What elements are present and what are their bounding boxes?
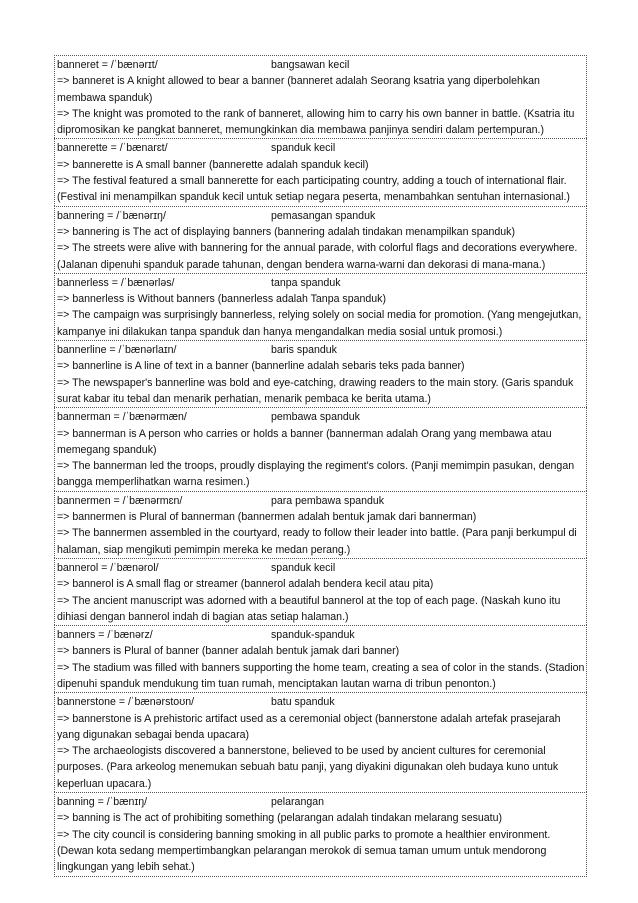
- vocabulary-entry: [54, 692, 587, 792]
- entry-translation: baris spanduk: [271, 344, 337, 357]
- vocabulary-entry: [54, 792, 587, 876]
- entry-example: => The ancient manuscript was adorned with a beautiful bannerol at the top of each page. (Naskah kuno itu dihiasi dengan bannerol indah di bagian atas setiap halaman.): [57, 594, 561, 623]
- vocabulary-entry: [54, 625, 587, 692]
- entry-example: => The bannermen assembled in the courtyard, ready to follow their leader into battle. (Para panji berkumpul di halaman, siap mengikuti pemimpin mereka ke medan perang.): [57, 527, 577, 556]
- entry-word-pronunciation: bannermen = /ˈbænərmɛn/: [57, 494, 183, 507]
- entry-word-pronunciation: bannerline = /ˈbænərlaɪn/: [57, 344, 177, 357]
- entry-word-pronunciation: banneret = /ˈbænərɪt/: [57, 59, 158, 71]
- entry-word-pronunciation: bannerless = /ˈbænərləs/: [57, 276, 175, 289]
- entry-header: [57, 409, 585, 425]
- entry-definition: => bannerstone is A prehistoric artifact used as a ceremonial object (bannerstone adalah artefak prasejarah yang digunakan sebagai benda upacara): [57, 712, 561, 741]
- entry-example: => The campaign was surprisingly bannerless, relying solely on social media for promotion. (Yang mengejutkan, kampanye ini dilakukan tanpa spanduk dan hanya mengandalkan media sosial untuk promosi.): [57, 309, 582, 338]
- entry-definition: => bannering is The act of displaying banners (bannering adalah tindakan menampilkan spanduk): [57, 225, 515, 238]
- entry-translation: spanduk kecil: [271, 561, 336, 574]
- entry-translation: pemasangan spanduk: [271, 209, 376, 222]
- entry-word-pronunciation: banners = /ˈbænərz/: [57, 629, 153, 642]
- entry-word-pronunciation: bannerol = /ˈbænərol/: [57, 561, 159, 574]
- vocabulary-entry: [54, 558, 587, 625]
- vocabulary-entry: [54, 55, 587, 138]
- vocabulary-entry: [54, 491, 587, 558]
- entry-definition: => banning is The act of prohibiting something (pelarangan adalah tindakan melarang sesuatu): [57, 812, 503, 825]
- entry-translation: pelarangan: [271, 796, 325, 809]
- entry-translation: bangsawan kecil: [271, 59, 350, 71]
- entry-definition: => banners is Plural of banner (banner adalah bentuk jamak dari banner): [57, 645, 400, 658]
- entry-translation: spanduk-spanduk: [271, 629, 355, 642]
- vocabulary-entry: [54, 407, 587, 490]
- entry-header: [57, 208, 585, 224]
- entry-translation: spanduk kecil: [271, 142, 336, 155]
- entry-header: [57, 794, 585, 810]
- vocabulary-entry: [54, 273, 587, 340]
- entry-example: => The festival featured a small bannerette for each participating country, adding a touch of international flair. (Festival ini menampilkan spanduk kecil untuk setiap negara peserta, menambahkan sentuhan internasional.): [57, 175, 570, 204]
- entry-header: [57, 627, 585, 643]
- entry-word-pronunciation: banning = /ˈbænɪŋ/: [57, 796, 148, 809]
- entry-header: [57, 57, 585, 73]
- entry-header: [57, 275, 585, 291]
- entry-word-pronunciation: bannering = /ˈbænərɪŋ/: [57, 209, 166, 222]
- entry-translation: tanpa spanduk: [271, 276, 341, 289]
- vocabulary-entry: [54, 340, 587, 407]
- entry-word-pronunciation: bannerette = /ˈbænarɛt/: [57, 142, 168, 155]
- entry-example: => The stadium was filled with banners supporting the home team, creating a sea of color in the stands. (Stadion dipenuhi spanduk mendukung tim tuan rumah, menciptakan lautan warna di tribun penonton.): [57, 661, 585, 690]
- entry-definition: => bannermen is Plural of bannerman (bannermen adalah bentuk jamak dari bannerman): [57, 511, 477, 524]
- entry-example: => The knight was promoted to the rank of banneret, allowing him to carry his own banner in battle. (Ksatria itu dipromosikan ke pangkat banneret, memungkinkan dia membawa panjinya sendiri dalam pertempuran.): [57, 107, 575, 137]
- entry-definition: => banneret is A knight allowed to bear a banner (banneret adalah Seorang ksatria yang diperbolehkan membawa spanduk): [57, 75, 540, 104]
- vocabulary-entry: [54, 206, 587, 273]
- vocabulary-list: [54, 55, 587, 877]
- entry-translation: batu spanduk: [271, 696, 335, 709]
- entry-example: => The streets were alive with bannering for the annual parade, with colorful flags and decorations everywhere. (Jalanan dipenuhi spanduk parade tahunan, dengan bendera warna-warni dan dekorasi di mana-mana.): [57, 242, 578, 271]
- entry-definition: => bannerman is A person who carries or holds a banner (bannerman adalah Orang yang membawa atau memegang spanduk): [57, 427, 552, 456]
- entry-word-pronunciation: bannerstone = /ˈbænərstoʊn/: [57, 696, 195, 709]
- entry-definition: => bannerette is A small banner (bannerette adalah spanduk kecil): [57, 158, 369, 171]
- entry-definition: => bannerless is Without banners (bannerless adalah Tanpa spanduk): [57, 293, 387, 306]
- entry-header: [57, 560, 585, 576]
- entry-example: => The newspaper's bannerline was bold and eye-catching, drawing readers to the main story. (Garis spanduk surat kabar itu tebal dan menarik perhatian, menarik pembaca ke berita utama.): [57, 376, 574, 405]
- entry-definition: => bannerline is A line of text in a banner (bannerline adalah sebaris teks pada banner): [57, 360, 465, 373]
- entry-header: [57, 493, 585, 509]
- entry-translation: pembawa spanduk: [271, 411, 360, 424]
- entry-word-pronunciation: bannerman = /ˈbænərmæn/: [57, 411, 187, 424]
- entry-translation: para pembawa spanduk: [271, 494, 385, 507]
- entry-header: [57, 694, 585, 710]
- entry-definition: => bannerol is A small flag or streamer (bannerol adalah bendera kecil atau pita): [57, 578, 434, 591]
- entry-example: => The archaeologists discovered a bannerstone, believed to be used by ancient cultures for ceremonial purposes. (Para arkeolog menemukan sebuah batu panji, yang diyakini digunakan oleh budaya kuno untuk keperluan upacara.): [57, 745, 559, 790]
- entry-header: [57, 342, 585, 358]
- entry-header: [57, 140, 585, 156]
- entry-example: => The city council is considering banning smoking in all public parks to promote a healthier environment. (Dewan kota sedang mempertimbangkan pelarangan merokok di semua taman umum untuk mendorong lingkungan yang lebih sehat.): [57, 828, 551, 874]
- entry-example: => The bannerman led the troops, proudly displaying the regiment's colors. (Panji memimpin pasukan, dengan bangga memperlihatkan warna resimen.): [57, 460, 575, 489]
- vocabulary-entry: [54, 138, 587, 205]
